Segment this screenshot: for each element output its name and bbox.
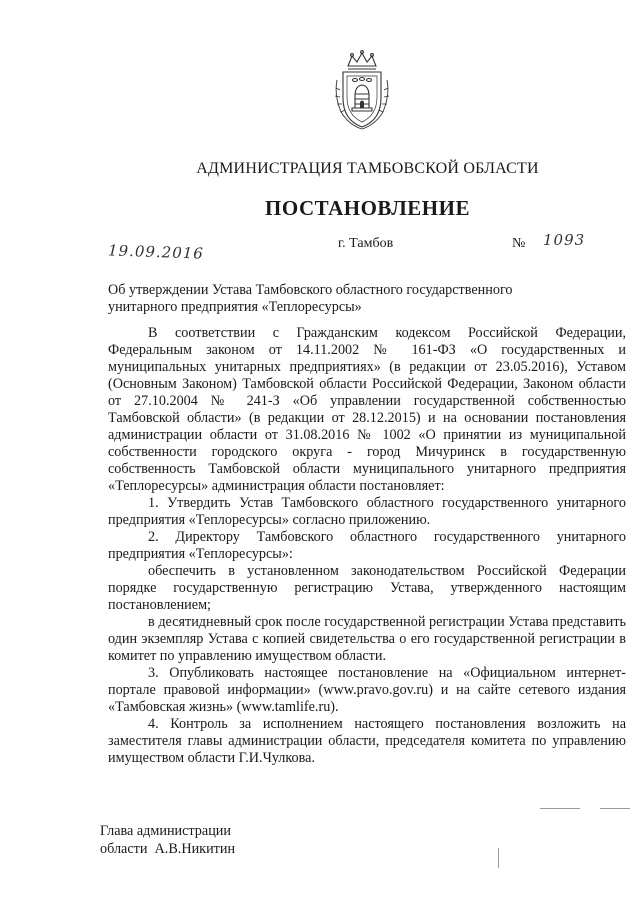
document-city: г. Тамбов <box>338 236 394 251</box>
document-number-label: № <box>512 236 526 251</box>
scan-artifact-line <box>540 808 580 809</box>
item-4-paragraph: 4. Контроль за исполнением настоящего постановления возложить на заместителя главы администрации области, председателя комитета по управлению имуществом области Г.И.Чулкова. <box>108 716 626 766</box>
scan-artifact-line <box>600 808 630 809</box>
document-date: 19.09.2016 <box>107 241 205 263</box>
signatory-name: А.В.Никитин <box>154 841 236 857</box>
item-2-paragraph: 2. Директору Тамбовского областного государственного унитарного предприятия «Теплоресурсы»: <box>108 529 626 562</box>
preamble-paragraph: В соответствии с Гражданским кодексом Российской Федерации, Федеральным законом от 14.11.2002 № 161-ФЗ «О государственных и муниципальных унитарных предприятиях» (в редакции от 23.05.2016), Уставом (Основным Законом) Тамбовской области Российской Федерации, Законом области от 27.10.2004 № 241-З «Об управлении государственной собственностью Тамбовской области» (в редакции от 28.12.2015) и на основании постановления администрации области от 31.08.2016 № 1002 «О принятии из муниципальной собственности городского округа - город Мичуринск в государственную собственность Тамбовской области муниципального унитарного предприятия «Теплоресурсы» администрация области постановляет: <box>108 325 626 494</box>
document-number: 1093 <box>543 231 586 249</box>
signature-block <box>100 841 235 858</box>
item-2a-paragraph: обеспечить в установленном законодательством Российской Федерации порядке государственную регистрацию Устава, утвержденного настоящим постановлением; <box>108 563 626 613</box>
coat-of-arms-icon <box>331 50 393 130</box>
document-body <box>108 325 626 767</box>
signature-title-region: области <box>100 841 148 857</box>
item-2b-paragraph: в десятидневный срок после государственной регистрации Устава представить один экземпляр Устава с копией свидетельства о его государственной регистрации в комитет по управлению имуществом области. <box>108 614 626 664</box>
scan-artifact-line <box>498 848 499 868</box>
signature-title-line: Глава администрации <box>100 823 231 839</box>
item-1-paragraph: 1. Утвердить Устав Тамбовского областного государственного унитарного предприятия «Теплоресурсы» согласно приложению. <box>108 495 626 528</box>
document-type-title: ПОСТАНОВЛЕНИЕ <box>265 196 470 220</box>
organization-title: АДМИНИСТРАЦИЯ ТАМБОВСКОЙ ОБЛАСТИ <box>196 160 539 177</box>
item-3-paragraph: 3. Опубликовать настоящее постановление на «Официальном интернет-портале правовой информации» (www.pravo.gov.ru) и на сайте сетевого издания «Тамбовская жизнь» (www.tamlife.ru). <box>108 665 626 715</box>
document-subject: Об утверждении Устава Тамбовского областного государственного унитарного предприятия «Теплоресурсы» <box>108 282 513 315</box>
